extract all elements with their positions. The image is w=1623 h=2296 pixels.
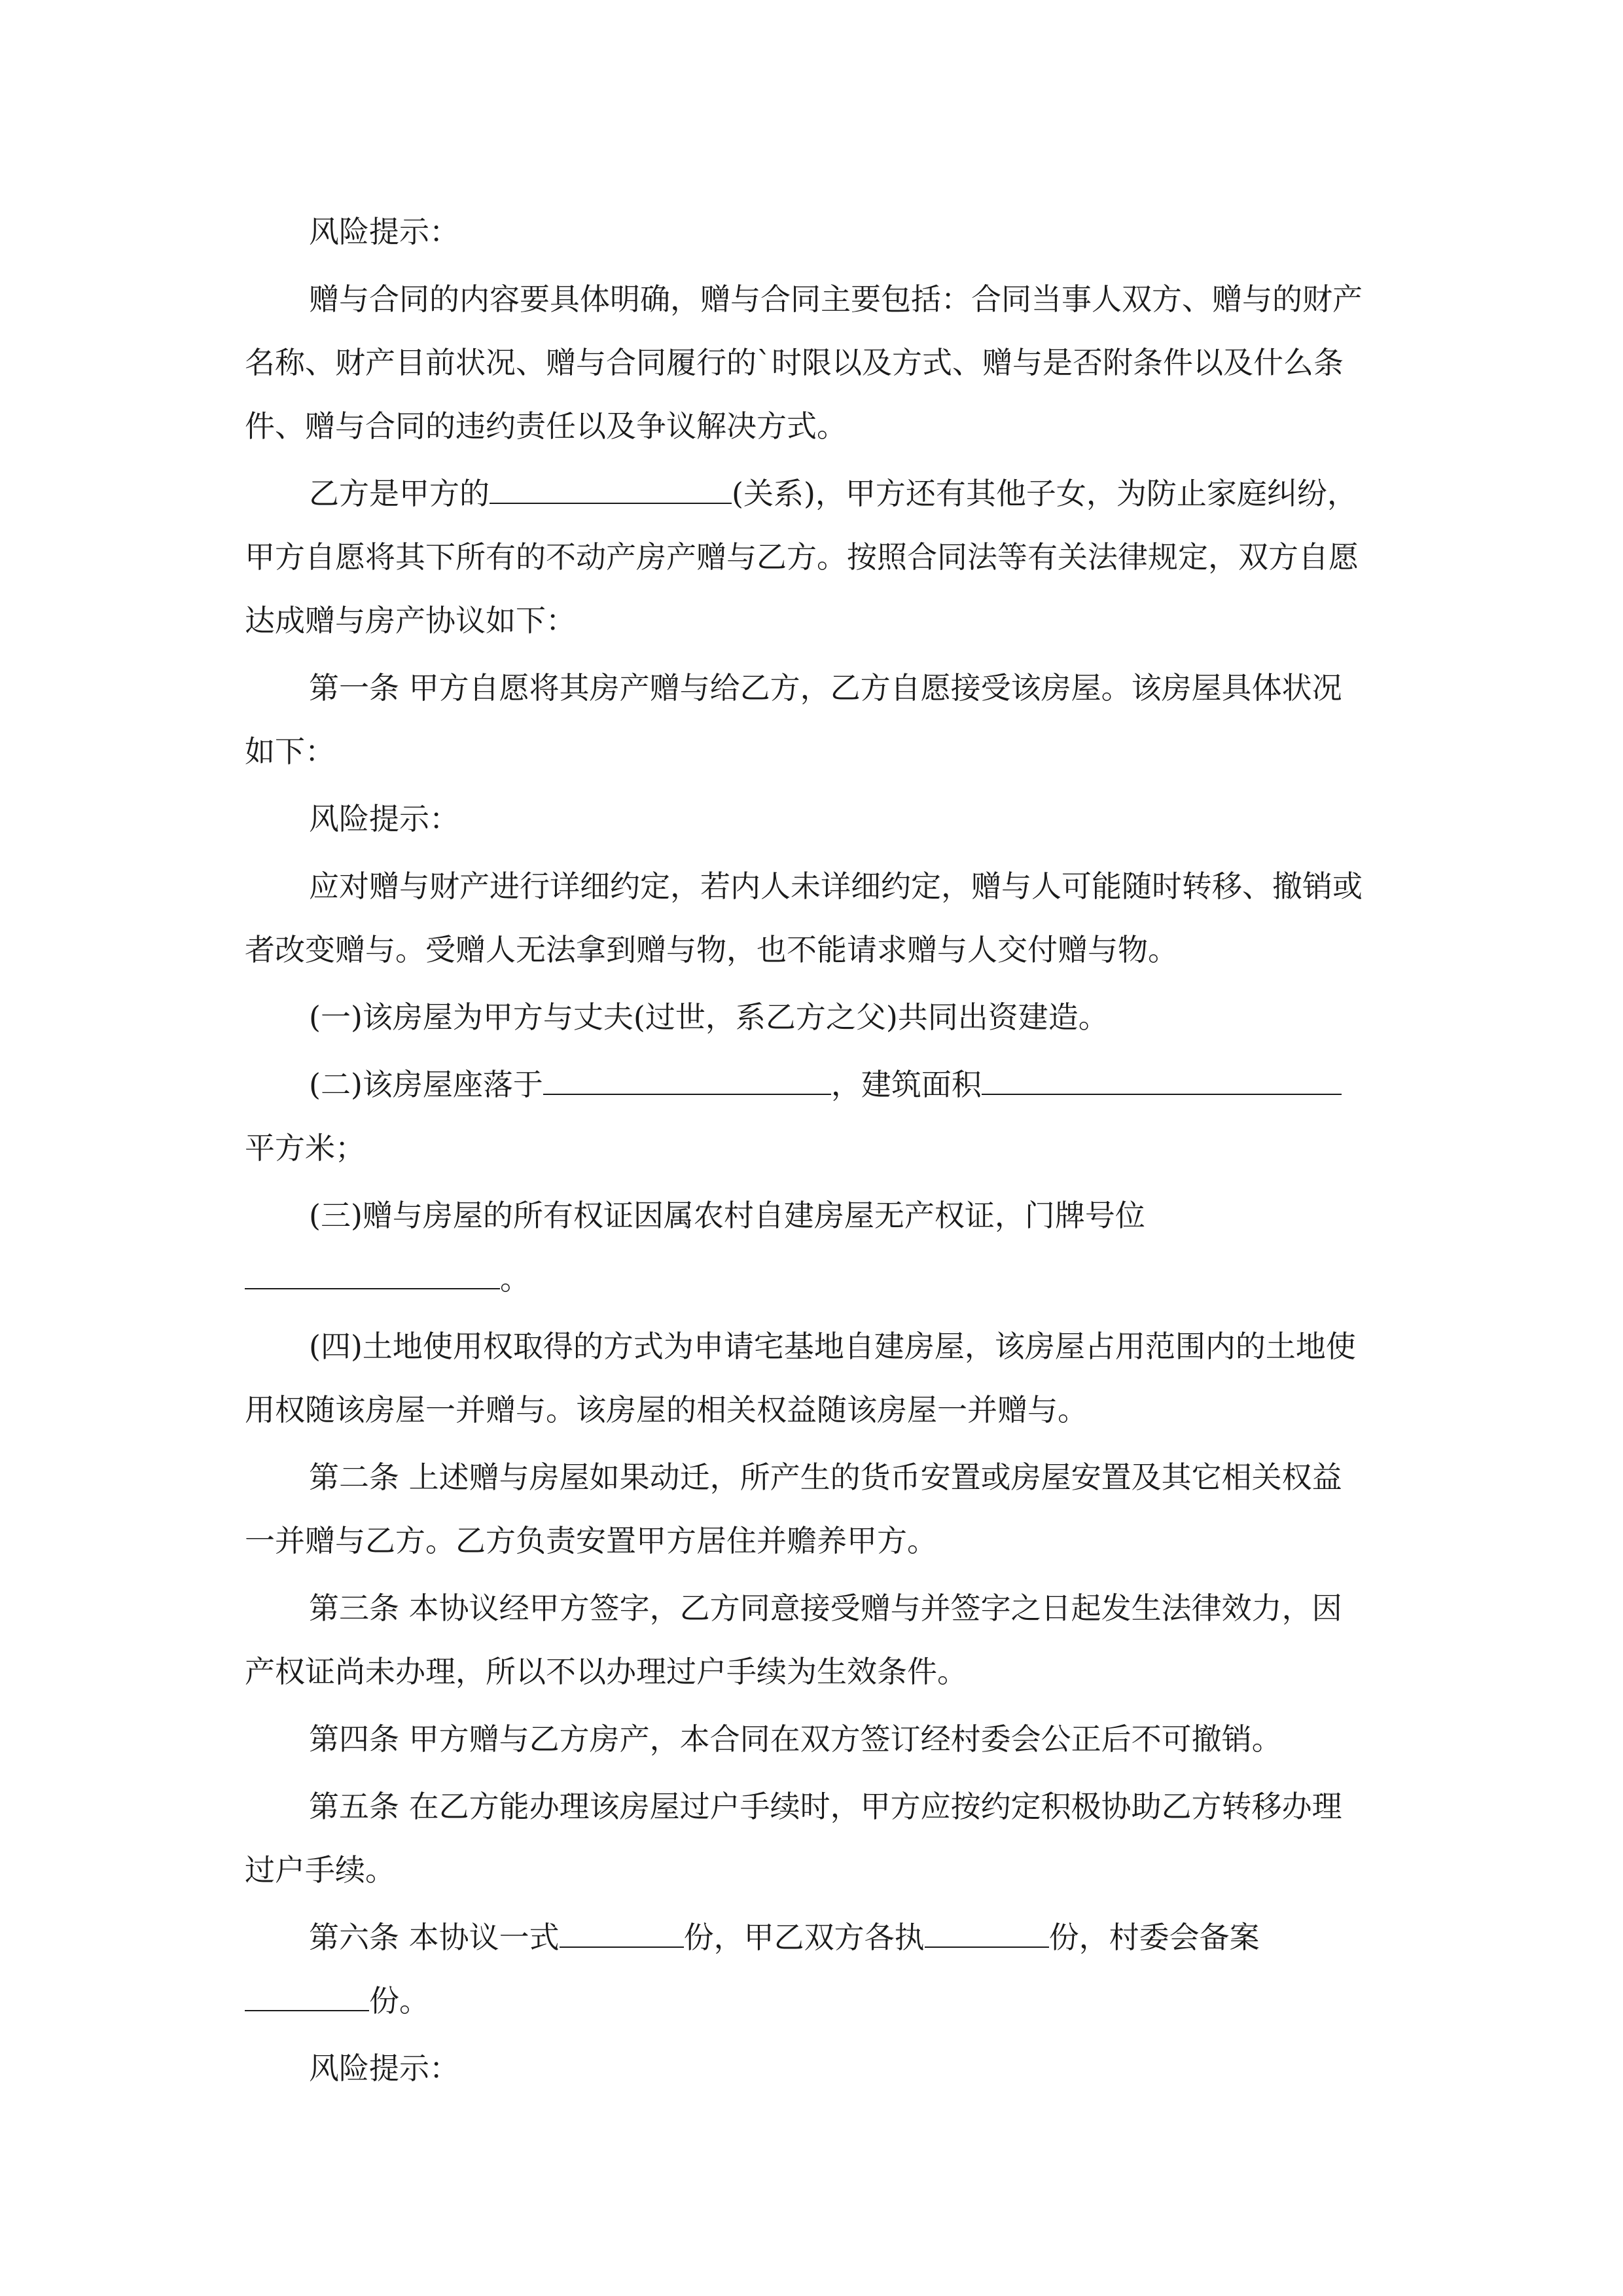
relationship-blank[interactable]: [490, 476, 732, 504]
copies-total-blank[interactable]: [560, 1920, 684, 1948]
paragraph-text: 应对赠与财产进行详细约定，若内人未详细约定，赠与人可能随时转移、撤销或者改变赠与。受赠人无法拿到赠与物，也不能请求赠与人交付赠与物。: [245, 869, 1363, 967]
paragraph-text: 赠与合同的内容要具体明确，赠与合同主要包括：合同当事人双方、赠与的财产名称、财产目前状况、赠与合同履行的`时限以及方式、赠与是否附条件以及什么条件、赠与合同的违约责任以及争议解决方式。: [245, 281, 1363, 444]
article-4: [245, 1708, 1370, 1771]
article-text: 第三条 本协议经甲方签字，乙方同意接受赠与并签字之日起发生法律效力，因产权证尚未办理，所以不以办理过户手续为生效条件。: [245, 1590, 1342, 1689]
item-text: 。: [500, 1261, 530, 1297]
copies-each-blank[interactable]: [925, 1920, 1049, 1948]
item-text: 平方米；: [245, 1130, 365, 1166]
article-6: [245, 1906, 1370, 2033]
item-3: [245, 1184, 1370, 1311]
paragraph-text: 乙方是甲方的: [309, 476, 490, 511]
article-1: [245, 656, 1370, 783]
document-body: [245, 200, 1370, 2104]
risk-notice-heading: [245, 200, 1370, 264]
item-4: [245, 1315, 1370, 1442]
item-2: [245, 1053, 1370, 1180]
gift-contract-content-paragraph: [245, 268, 1370, 458]
risk-notice-heading: [245, 787, 1370, 851]
risk-notice-text: 风险提示：: [309, 801, 459, 836]
article-text: 份。: [369, 1983, 429, 2018]
article-2: [245, 1446, 1370, 1573]
house-number-blank[interactable]: [245, 1262, 500, 1289]
copies-village-blank[interactable]: [245, 1984, 369, 2011]
item-text: (四)土地使用权取得的方式为申请宅基地自建房屋，该房屋占用范围内的土地使用权随该房屋一并赠与。该房屋的相关权益随该房屋一并赠与。: [245, 1329, 1356, 1427]
item-1: [245, 986, 1370, 1049]
paragraph-text: (关系)，甲方还有其他子女，为防止家庭纠纷，甲方自愿将其下所有的不动产房产赠与乙方。按照合同法等有关法律规定，双方自愿达成赠与房产协议如下：: [245, 476, 1359, 638]
item-text: (一)该房屋为甲方与丈夫(过世，系乙方之父)共同出资建造。: [309, 999, 1109, 1035]
article-5: [245, 1775, 1370, 1902]
article-text: 第六条 本协议一式: [309, 1920, 560, 1955]
article-text: 第四条 甲方赠与乙方房产，本合同在双方签订经村委会公正后不可撤销。: [309, 1721, 1282, 1757]
article-text: 第五条 在乙方能办理该房屋过户手续时，甲方应按约定积极协助乙方转移办理过户手续。: [245, 1789, 1342, 1888]
item-text: (二)该房屋座落于: [309, 1067, 543, 1102]
article-text: 第二条 上述赠与房屋如果动迁，所产生的货币安置或房屋安置及其它相关权益一并赠与乙方。乙方负责安置甲方居住并赡养甲方。: [245, 1460, 1342, 1558]
property-detail-paragraph: [245, 855, 1370, 982]
risk-notice-text: 风险提示：: [309, 214, 459, 249]
location-blank[interactable]: [543, 1067, 831, 1095]
item-text: (三)赠与房屋的所有权证因属农村自建房屋无产权证，门牌号位: [309, 1198, 1145, 1233]
relationship-paragraph: [245, 462, 1370, 653]
article-text: 份，甲乙双方各执: [683, 1920, 925, 1955]
area-blank[interactable]: [982, 1067, 1342, 1095]
risk-notice-text: 风险提示：: [309, 2051, 459, 2086]
article-text: 第一条 甲方自愿将其房产赠与给乙方，乙方自愿接受该房屋。该房屋具体状况如下：: [245, 670, 1342, 769]
article-3: [245, 1577, 1370, 1704]
article-text: 份，村委会备案: [1048, 1920, 1260, 1955]
risk-notice-heading: [245, 2037, 1370, 2100]
item-text: ，建筑面积: [830, 1067, 982, 1102]
